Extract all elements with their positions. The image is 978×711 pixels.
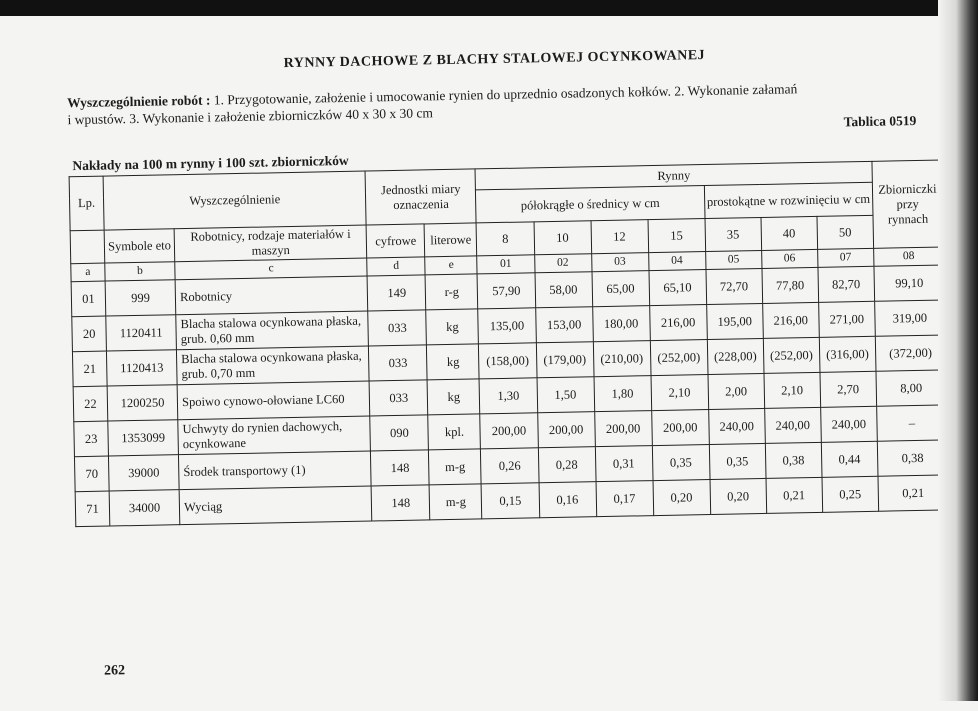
cell-value: 0,21 xyxy=(766,477,823,513)
cell-value: 77,80 xyxy=(762,267,819,303)
cell-value: 216,00 xyxy=(762,302,819,338)
cell-value: 65,00 xyxy=(592,271,650,307)
cell-value: 72,70 xyxy=(706,268,763,304)
cell-value: 0,17 xyxy=(596,481,654,517)
cell-lp: 22 xyxy=(73,386,108,422)
cell-value: 240,00 xyxy=(820,406,877,442)
cell-unit-code: 033 xyxy=(369,380,428,416)
cell-value: 0,25 xyxy=(822,476,879,512)
cell-symbol: 34000 xyxy=(109,490,180,526)
cell-value: (252,00) xyxy=(763,337,820,373)
header-symbole: Symbole eto xyxy=(104,229,175,263)
cell-value: 271,00 xyxy=(818,301,875,337)
cell-value: 57,90 xyxy=(477,273,535,309)
description-text-2: i wpustów. 3. Wykonanie i założenie zbiorniczków 40 x 30 x 30 cm xyxy=(67,105,434,128)
cell-unit-letter: kg xyxy=(427,344,480,380)
code-07: 07 xyxy=(817,248,873,267)
cell-value: 0,44 xyxy=(821,441,878,477)
code-04: 04 xyxy=(648,252,705,271)
cell-value: 200,00 xyxy=(651,410,709,446)
cell-value: 240,00 xyxy=(708,408,765,444)
header-polokragle: półokrągłe o średnicy w cm xyxy=(476,186,705,223)
cell-unit-code: 148 xyxy=(371,485,430,521)
letter-c: c xyxy=(175,258,368,280)
cell-symbol: 39000 xyxy=(108,455,179,491)
cell-value: – xyxy=(877,405,948,441)
cell-name: Wyciąg xyxy=(179,486,372,525)
cell-unit-letter: kpl. xyxy=(428,414,481,450)
work-description xyxy=(67,78,927,129)
cell-lp: 21 xyxy=(72,351,107,387)
cell-symbol: 1120413 xyxy=(106,350,177,386)
cell-value: 195,00 xyxy=(706,303,763,339)
header-lp: Lp. xyxy=(69,176,104,231)
cell-value: (316,00) xyxy=(819,336,876,372)
cell-value: 2,70 xyxy=(820,371,877,407)
size-35: 35 xyxy=(705,217,762,251)
cell-symbol: 999 xyxy=(105,280,176,316)
code-03: 03 xyxy=(591,253,648,272)
header-wyszczegolnienie: Wyszczególnienie xyxy=(103,171,366,230)
cell-symbol: 1353099 xyxy=(108,420,179,456)
cell-lp: 71 xyxy=(75,491,110,527)
cell-value: (179,00) xyxy=(536,342,594,378)
header-literowe: literowe xyxy=(424,223,477,257)
cell-value: 0,20 xyxy=(710,478,767,514)
header-rynny: Rynny xyxy=(475,161,872,190)
table-body xyxy=(71,265,949,527)
header-zbiorniczki: Zbiorniczki przy rynnach xyxy=(872,160,944,248)
header-lp-blank xyxy=(70,230,105,264)
cell-unit-code: 148 xyxy=(371,450,430,486)
cell-value: 1,30 xyxy=(479,378,537,414)
size-8: 8 xyxy=(476,222,534,256)
cell-unit-code: 090 xyxy=(370,415,429,451)
cell-lp: 70 xyxy=(74,456,109,492)
cell-value: 0,26 xyxy=(481,448,539,484)
size-50: 50 xyxy=(817,215,874,249)
cell-unit-letter: kg xyxy=(426,309,479,345)
size-15: 15 xyxy=(648,219,706,253)
cell-value: 0,28 xyxy=(538,447,596,483)
cell-value: 0,35 xyxy=(709,443,766,479)
cell-value: 2,00 xyxy=(708,373,765,409)
cell-name: Robotnicy xyxy=(175,276,368,315)
page-number: 262 xyxy=(103,663,126,679)
cell-value: 319,00 xyxy=(875,300,946,336)
cell-unit-letter: r-g xyxy=(425,274,478,310)
cell-value: 0,35 xyxy=(652,445,710,481)
cell-value: 0,15 xyxy=(482,483,540,519)
cell-value: (252,00) xyxy=(650,340,708,376)
cell-value: 200,00 xyxy=(594,411,652,447)
cell-value: 2,10 xyxy=(651,375,709,411)
cell-unit-letter: m-g xyxy=(429,449,482,485)
description-text-1: 1. Przygotowanie, założenie i umocowanie rynien do uprzednio osadzonych kołków. 2. Wykonanie załamań xyxy=(213,81,798,108)
cell-value: 0,31 xyxy=(595,446,653,482)
cell-value: (158,00) xyxy=(479,343,537,379)
cell-value: 0,38 xyxy=(877,440,948,476)
header-prostokatne: prostokątne w rozwinięciu w cm xyxy=(704,182,873,218)
cell-value: 99,10 xyxy=(874,265,945,301)
page-title: RYNNY DACHOWE Z BLACHY STALOWEJ OCYNKOWANEJ xyxy=(283,48,706,72)
cell-value: 200,00 xyxy=(480,413,538,449)
cell-name: Środek transportowy (1) xyxy=(179,451,372,490)
cell-lp: 23 xyxy=(74,421,109,457)
cell-symbol: 1200250 xyxy=(107,385,178,421)
code-06: 06 xyxy=(761,249,817,268)
cell-value: 240,00 xyxy=(764,407,821,443)
letter-b: b xyxy=(105,262,175,281)
cell-value: 1,80 xyxy=(594,376,652,412)
cell-name: Blacha stalowa ocynkowana płaska, grub. 0,70 mm xyxy=(177,346,370,385)
cell-value: 153,00 xyxy=(535,307,593,343)
header-robotnicy-rodzaje: Robotnicy, rodzaje materiałów i maszyn xyxy=(174,225,367,262)
cell-value: 0,20 xyxy=(653,479,711,515)
header-jednostki: Jednostki miary oznaczenia xyxy=(365,169,476,225)
letter-e: e xyxy=(425,256,477,275)
cell-unit-code: 149 xyxy=(367,275,426,311)
cell-value: 180,00 xyxy=(592,306,650,342)
cell-value: 0,16 xyxy=(539,482,597,518)
header-cyfrowe: cyfrowe xyxy=(366,224,425,258)
code-01: 01 xyxy=(477,255,534,274)
cell-value: 1,50 xyxy=(537,377,595,413)
cell-value: 58,00 xyxy=(535,272,593,308)
cell-name: Blacha stalowa ocynkowana płaska, grub. 0,60 mm xyxy=(176,311,369,350)
cell-value: 216,00 xyxy=(649,305,707,341)
cell-unit-code: 033 xyxy=(369,345,428,381)
cell-symbol: 1120411 xyxy=(106,315,177,351)
size-12: 12 xyxy=(591,220,649,254)
cell-unit-code: 033 xyxy=(368,310,427,346)
letter-d: d xyxy=(367,257,425,276)
cell-value: 2,10 xyxy=(764,372,821,408)
cell-unit-letter: m-g xyxy=(429,484,482,520)
description-label: Wyszczególnienie robót : xyxy=(67,92,211,111)
code-02: 02 xyxy=(534,254,591,273)
book-binding-shadow xyxy=(938,0,978,701)
size-10: 10 xyxy=(534,221,592,255)
cell-value: 0,21 xyxy=(878,475,949,511)
cell-lp: 20 xyxy=(72,316,107,352)
cell-value: 65,10 xyxy=(649,270,707,306)
inputs-heading: Nakłady na 100 m rynny i 100 szt. zbiorniczków xyxy=(72,152,349,174)
size-40: 40 xyxy=(761,216,818,250)
cell-value: (372,00) xyxy=(875,335,946,371)
cell-value: 82,70 xyxy=(818,266,875,302)
cell-name: Uchwyty do rynien dachowych, ocynkowane xyxy=(178,416,371,455)
cell-lp: 01 xyxy=(71,281,106,317)
cell-unit-letter: kg xyxy=(427,379,480,415)
cell-value: (228,00) xyxy=(707,338,764,374)
inputs-table xyxy=(69,159,950,527)
cell-name: Spoiwo cynowo-ołowiane LC60 xyxy=(177,381,370,420)
table-number: Tablica 0519 xyxy=(843,112,917,130)
code-05: 05 xyxy=(705,250,761,269)
cell-value: (210,00) xyxy=(593,341,651,377)
cell-value: 135,00 xyxy=(478,308,536,344)
letter-a: a xyxy=(71,263,105,282)
cell-value: 8,00 xyxy=(876,370,947,406)
code-08: 08 xyxy=(873,247,943,266)
cell-value: 200,00 xyxy=(537,412,595,448)
cell-value: 0,38 xyxy=(765,442,822,478)
